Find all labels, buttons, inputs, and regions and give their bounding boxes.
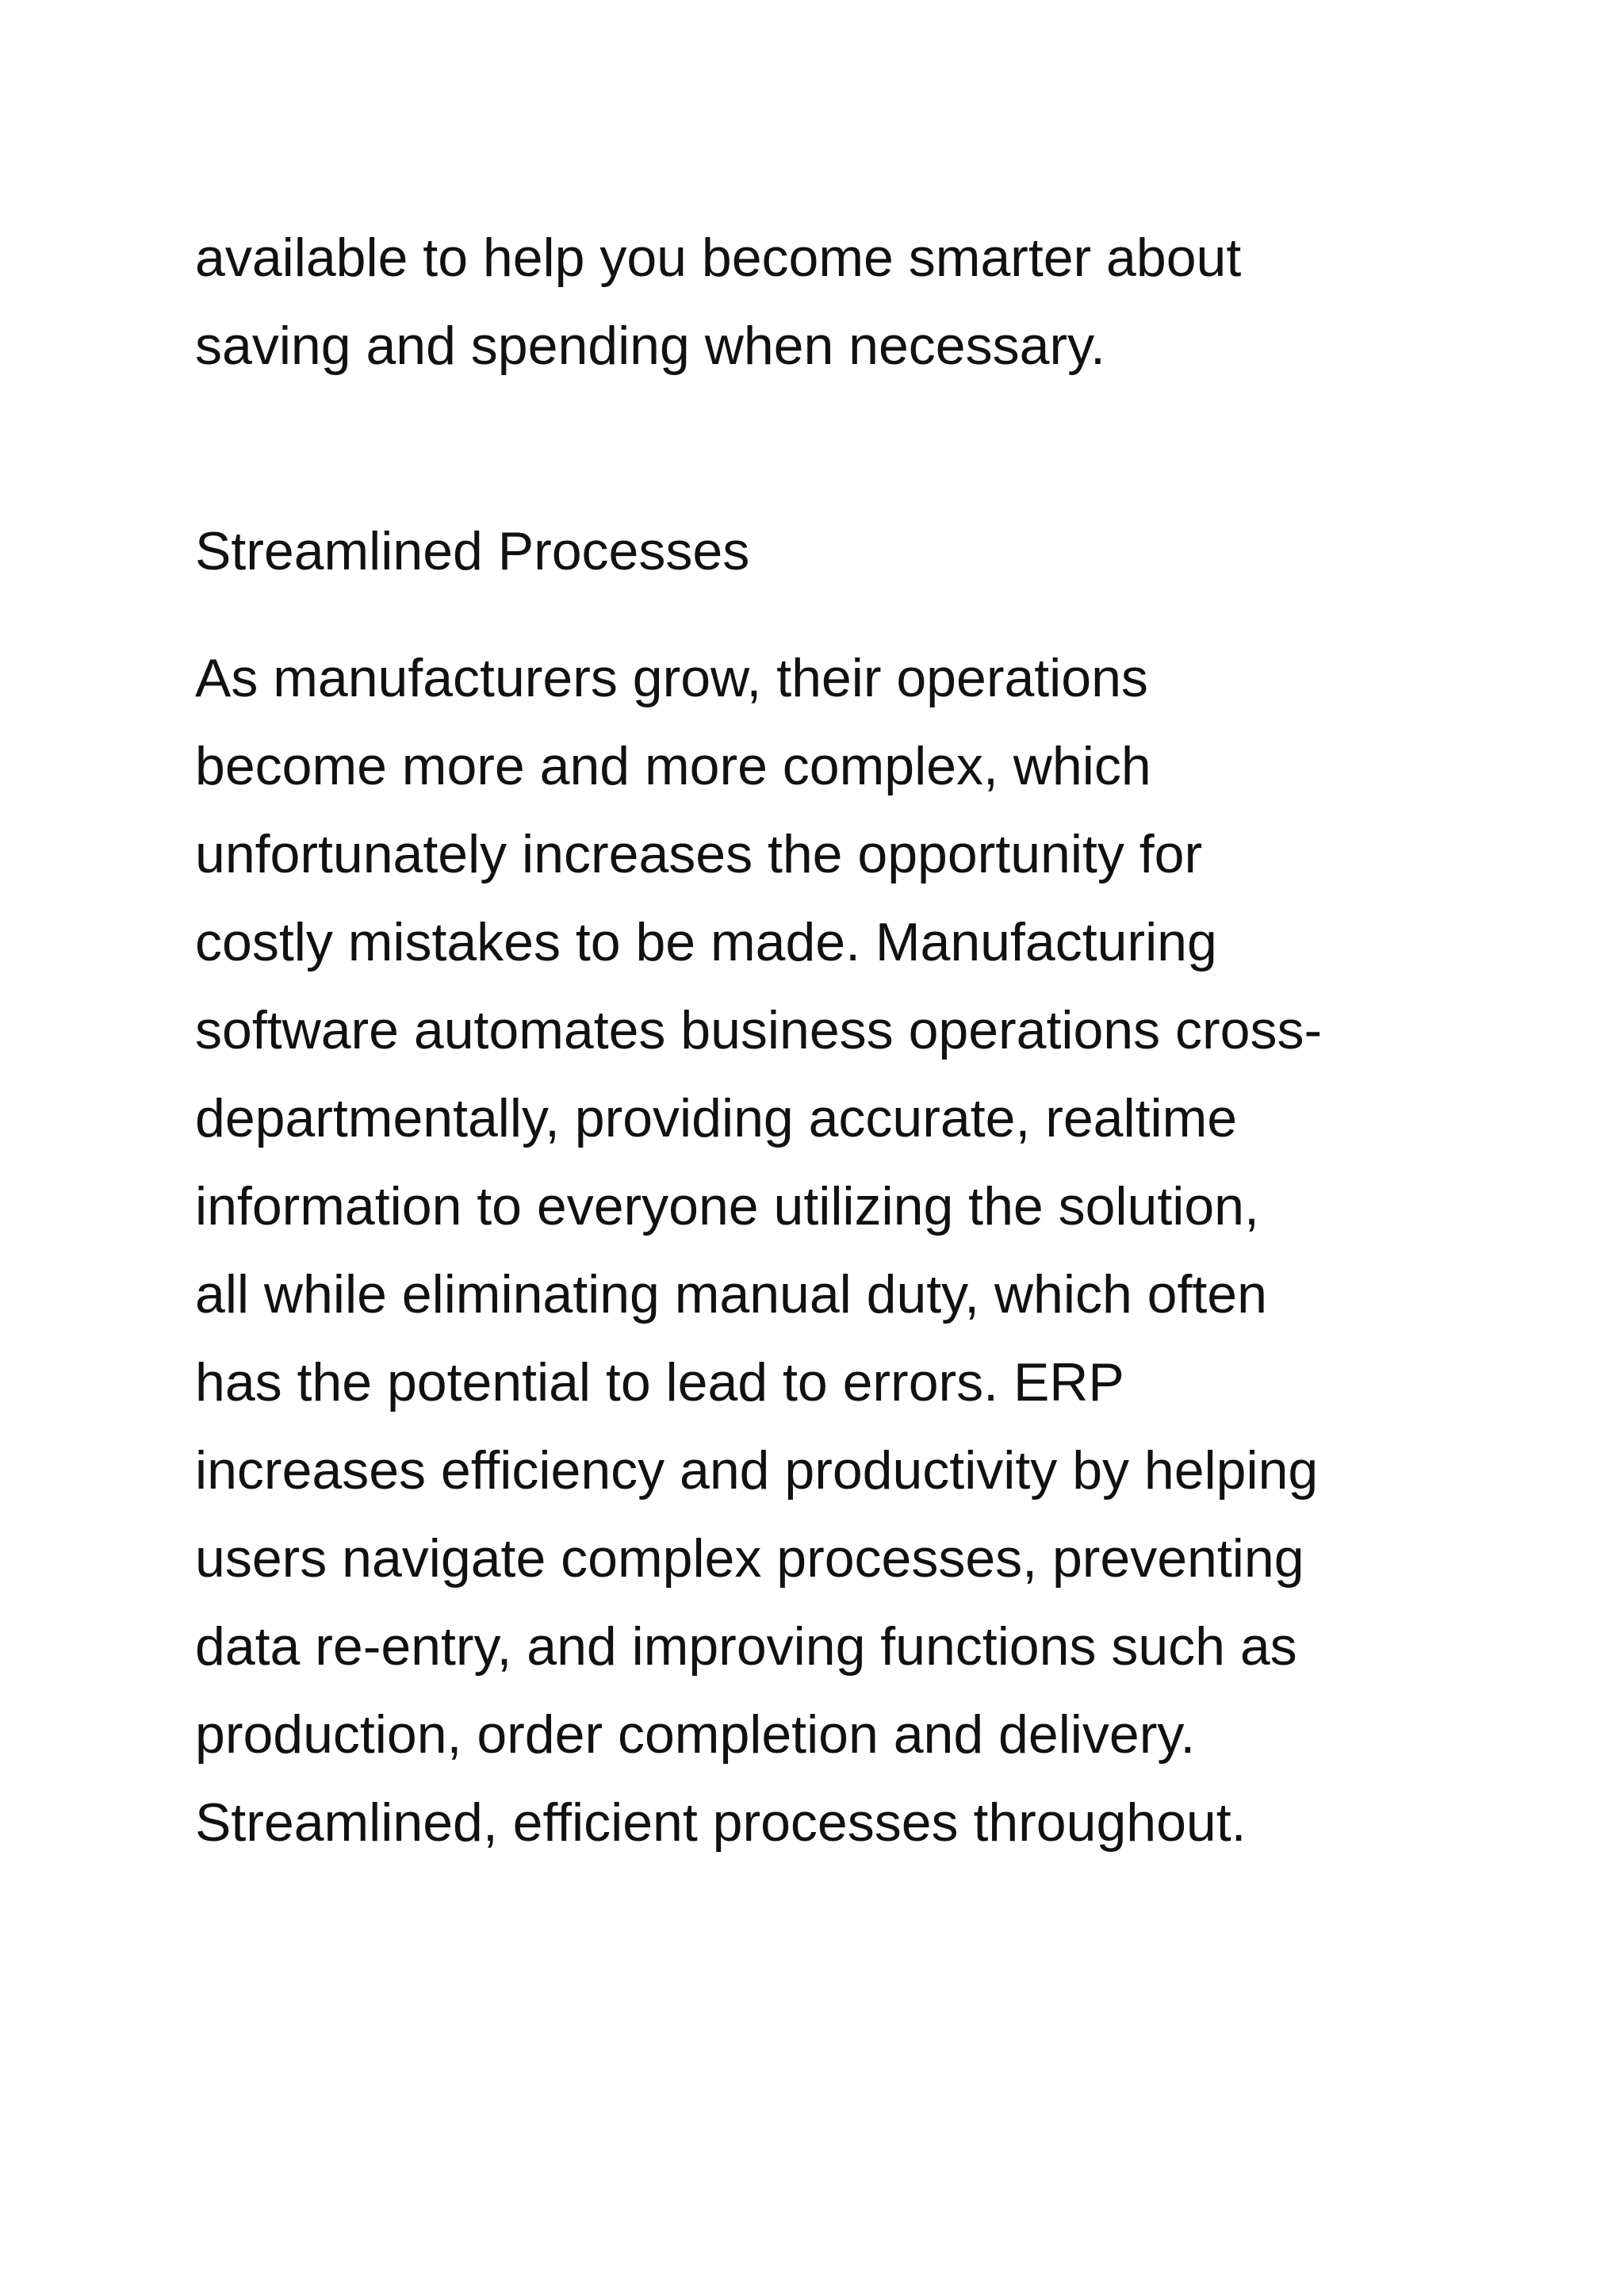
body-line: software automates business operations cross- bbox=[195, 1000, 1323, 1060]
body-line: production, order completion and delivery. bbox=[195, 1704, 1196, 1765]
body-line: departmentally, providing accurate, realtime bbox=[195, 1088, 1238, 1148]
body-paragraph bbox=[195, 634, 1322, 1867]
intro-line: saving and spending when necessary. bbox=[195, 316, 1105, 376]
body-line: Streamlined, efficient processes throughout. bbox=[195, 1792, 1247, 1853]
body-line: information to everyone utilizing the solution, bbox=[195, 1176, 1259, 1236]
body-line: unfortunately increases the opportunity for bbox=[195, 824, 1203, 884]
body-line: As manufacturers grow, their operations bbox=[195, 648, 1148, 708]
intro-line: available to help you become smarter about bbox=[195, 228, 1242, 288]
body-line: has the potential to lead to errors. ERP bbox=[195, 1352, 1124, 1412]
body-line: all while eliminating manual duty, which often bbox=[195, 1264, 1267, 1324]
intro-paragraph bbox=[195, 214, 1241, 390]
body-line: users navigate complex processes, preventing bbox=[195, 1528, 1304, 1589]
body-line: data re-entry, and improving functions such as bbox=[195, 1616, 1297, 1677]
section-heading: Streamlined Processes bbox=[195, 521, 750, 581]
body-line: become more and more complex, which bbox=[195, 736, 1151, 796]
body-line: costly mistakes to be made. Manufacturing bbox=[195, 912, 1217, 972]
body-line: increases efficiency and productivity by helping bbox=[195, 1440, 1319, 1501]
